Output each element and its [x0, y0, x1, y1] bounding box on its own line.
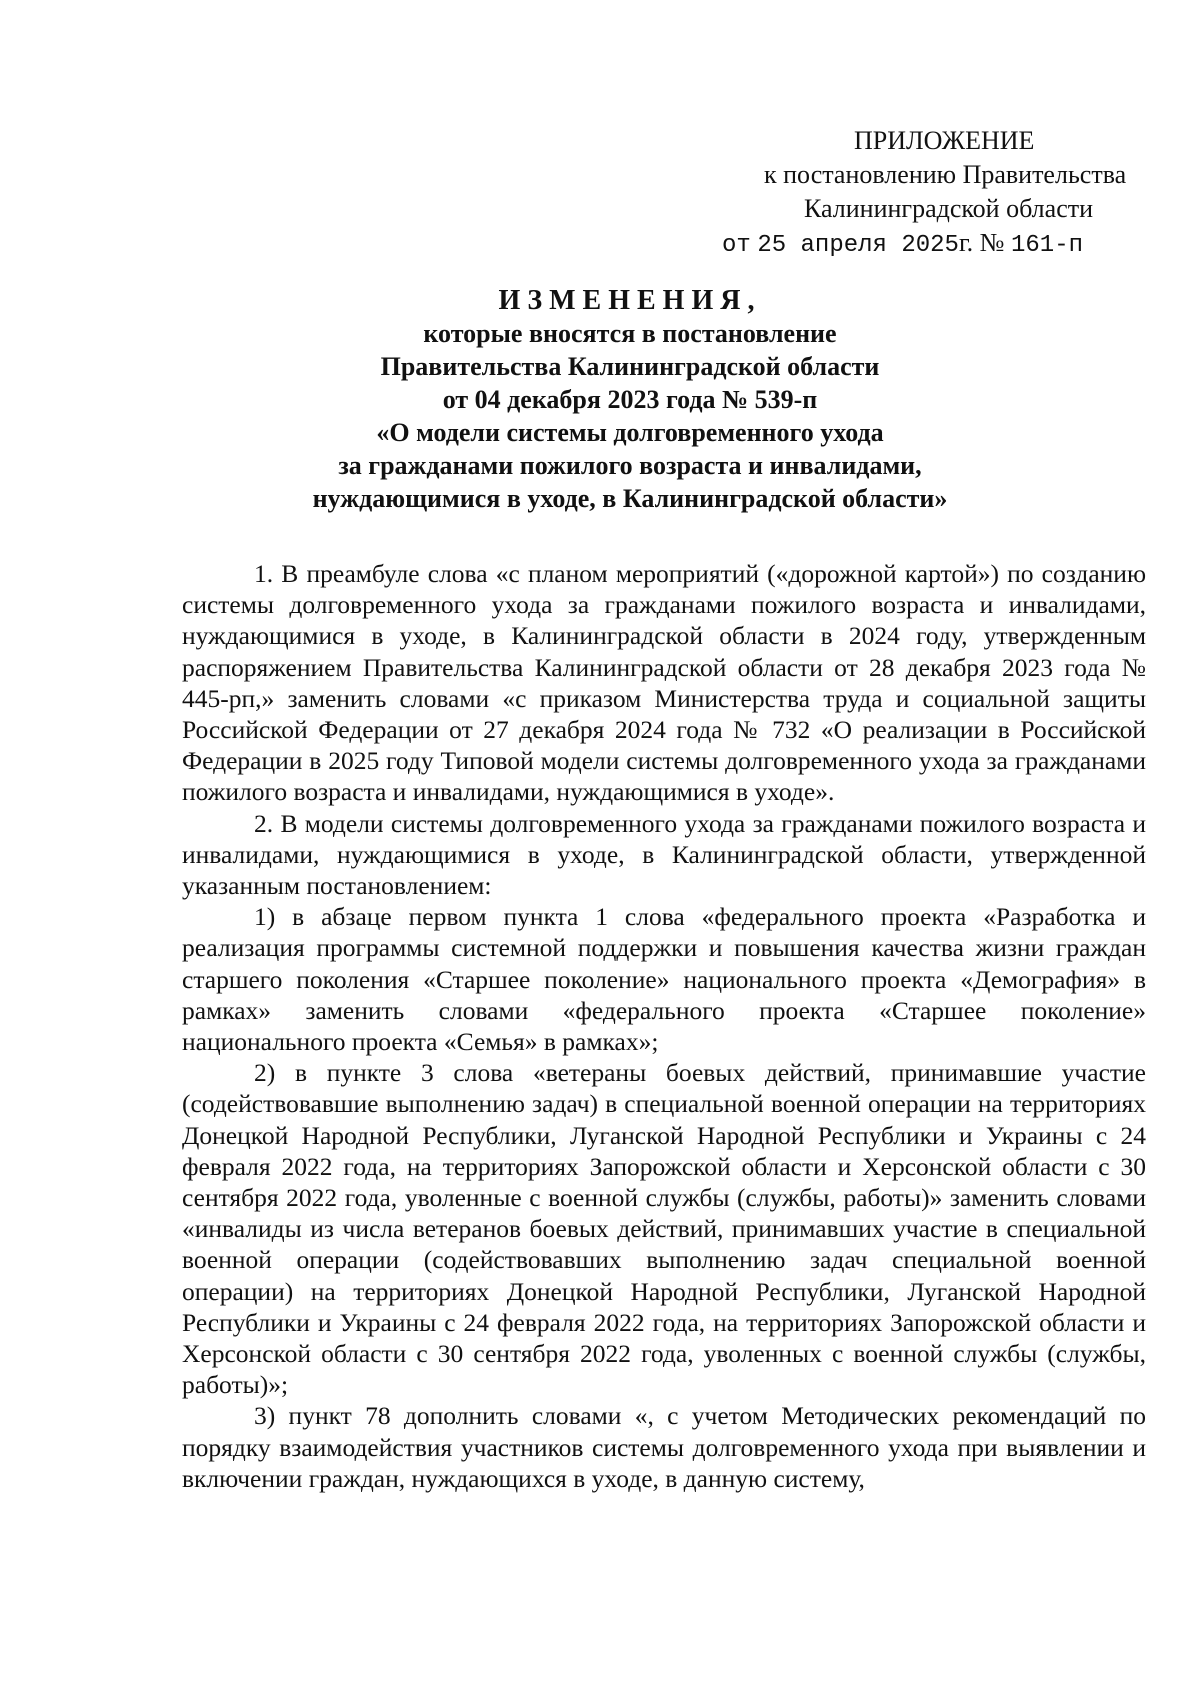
title-line: Правительства Калининградской области: [380, 352, 880, 381]
appendix-line-region: Калининградской области: [804, 194, 1094, 223]
appendix-line-resolution: к постановлению Правительства: [764, 160, 1127, 189]
paragraph-2-1: 1) в абзаце первом пункта 1 слова «федерального проекта «Разработка и реализация программы системной поддержки и повышения качества жизни граждан старшего поколения «Старшее поколение» национального проекта «Демография» в рамках» заменить словами «федерального проекта «Старшее поколение» национального проекта «Семья» в рамках»;: [182, 902, 1146, 1057]
date-prefix: от: [722, 232, 751, 259]
appendix-date-line: [700, 226, 1160, 263]
title-line: за гражданами пожилого возраста и инвалидами,: [338, 451, 922, 480]
paragraph-2: 2. В модели системы долговременного ухода за гражданами пожилого возраста и инвалидами, нуждающимися в уходе, в Калининградской области, утвержденной указанным постановлением:: [182, 808, 1146, 901]
title-line: которые вносятся в постановление: [423, 319, 837, 348]
paragraph-2-3: 3) пункт 78 дополнить словами «, с учетом Методических рекомендаций по порядку взаимодействия участников системы долговременного ухода при выявлении и включении граждан, нуждающихся в уходе, в данную систему,: [182, 1401, 1146, 1493]
appendix-heading: ПРИЛОЖЕНИЕ: [854, 126, 1035, 155]
changes-title: [180, 284, 1080, 515]
date-value: 25 апреля 2025: [757, 232, 959, 259]
title-line: «О модели системы долговременного ухода: [376, 418, 884, 447]
appendix-header: [700, 124, 1160, 263]
document-number: 161-п: [1011, 232, 1084, 259]
paragraph-1: 1. В преамбуле слова «с планом мероприятий («дорожной картой») по созданию системы долговременного ухода за гражданами пожилого возраста и инвалидами, нуждающимися в уходе, в Калининградской области в 2024 году, утвержденным распоряжением Правительства Калининградской области от 28 декабря 2023 года № 445-рп,» заменить словами «с приказом Министерства труда и социальной защиты Российской Федерации от 27 декабря 2024 года № 732 «О реализации в Российской Федерации в 2025 году Типовой модели системы долговременного ухода за гражданами пожилого возраста и инвалидами, нуждающимися в уходе».: [182, 559, 1146, 807]
title-line: от 04 декабря 2023 года № 539-п: [442, 385, 818, 414]
document-body: [182, 558, 1146, 1494]
title-line: нуждающимися в уходе, в Калининградской области»: [312, 484, 948, 513]
paragraph-2-2: 2) в пункте 3 слова «ветераны боевых действий, принимавшие участие (содействовавшие выполнению задач) в специальной военной операции на территориях Донецкой Народной Республики, Луганской Народной Республики и Украины с 24 февраля 2022 года, на территориях Запорожской области и Херсонской области с 30 сентября 2022 года, уволенные с военной службы (службы, работы)» заменить словами «инвалиды из числа ветеранов боевых действий, принимавших участие в специальной военной операции (содействовавших выполнению задач специальной военной операции) на территориях Донецкой Народной Республики, Луганской Народной Республики и Украины с 24 февраля 2022 года, на территориях Запорожской области и Херсонской области с 30 сентября 2022 года, уволенных с военной службы (службы, работы)»;: [182, 1058, 1146, 1400]
changes-heading: ИЗМЕНЕНИЯ,: [498, 285, 762, 316]
date-suffix: г. №: [958, 228, 1005, 257]
